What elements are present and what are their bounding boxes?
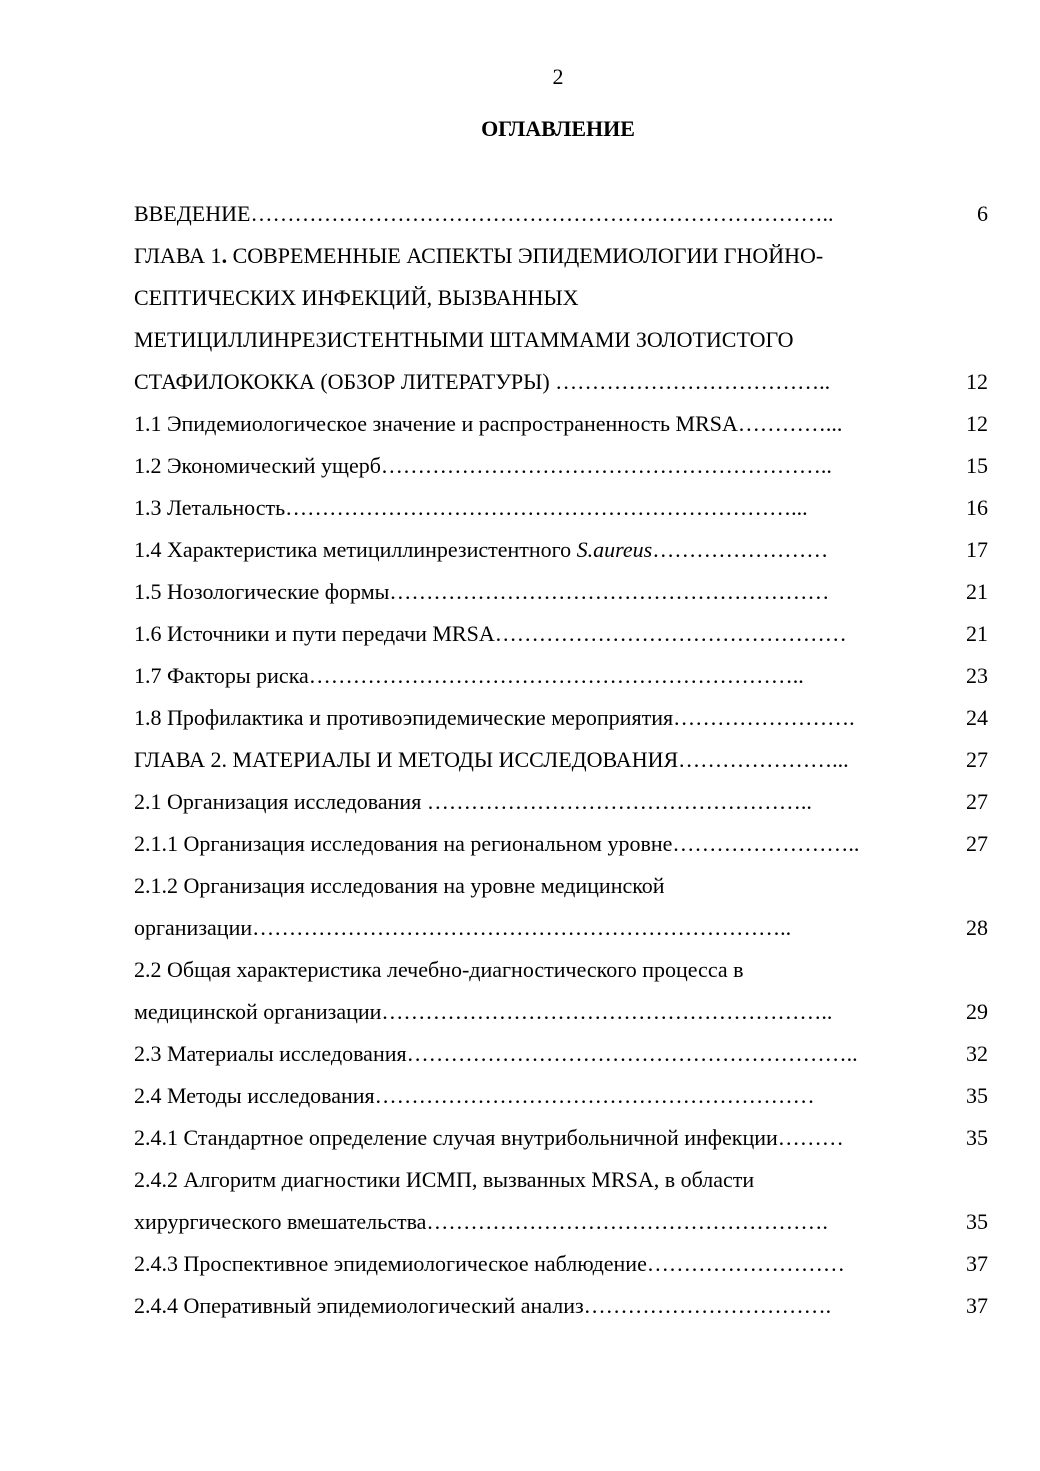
toc-row-1-5 — [134, 576, 994, 618]
toc-entry-text: ВВЕДЕНИЕ…………………………………………………………………….. — [134, 201, 834, 226]
toc-row-chapter-1-line-2 — [134, 282, 994, 324]
toc-row-2-4 — [134, 1080, 994, 1122]
toc-row-2-1-2-line-2 — [134, 912, 994, 954]
toc-page-number: 15 — [966, 453, 988, 478]
toc-row-2-1-1 — [134, 828, 994, 870]
toc-entry-text: 2.2 Общая характеристика лечебно-диагностического процесса в — [134, 957, 744, 982]
species-name: S.aureus — [576, 537, 653, 562]
toc-entry-text: СТАФИЛОКОККА (ОБЗОР ЛИТЕРАТУРЫ) ……………………………….. — [134, 369, 831, 394]
toc-entry-text: 1.2 Экономический ущерб…………………………………………………….. — [134, 453, 832, 478]
toc-entry-text: 2.1 Организация исследования …………………………………………….. — [134, 789, 812, 814]
toc-row-1-3 — [134, 492, 994, 534]
toc-entry-leader: …………………… — [652, 537, 829, 562]
toc-entry-text: СЕПТИЧЕСКИХ ИНФЕКЦИЙ, ВЫЗВАННЫХ — [134, 285, 579, 310]
toc-row-1-4 — [134, 534, 994, 576]
chapter-label-dot: . — [221, 243, 228, 268]
toc-row-chapter-1-line-3 — [134, 324, 994, 366]
toc-row-2-4-2-line-1 — [134, 1164, 994, 1206]
chapter-label: ГЛАВА 1 — [134, 243, 222, 268]
toc-page-number: 12 — [966, 411, 988, 436]
toc-row-chapter-1-line-1 — [134, 240, 994, 282]
toc-row-2-2-line-2 — [134, 996, 994, 1038]
toc-page-number: 35 — [966, 1083, 988, 1108]
toc-entry-text: МЕТИЦИЛЛИНРЕЗИСТЕНТНЫМИ ШТАММАМИ ЗОЛОТИСТОГО — [134, 327, 794, 352]
toc-page-number: 27 — [966, 789, 988, 814]
toc-entry-text: медицинской организации…………………………………………………….. — [134, 999, 833, 1024]
toc-row-2-1-2-line-1 — [134, 870, 994, 912]
toc-page-number: 16 — [966, 495, 988, 520]
toc-page-number: 21 — [966, 579, 988, 604]
toc-entry-text: 2.4 Методы исследования…………………………………………………… — [134, 1083, 815, 1108]
toc-page-number: 35 — [966, 1209, 988, 1234]
toc-page-number: 24 — [966, 705, 988, 730]
page-title: ОГЛАВЛЕНИЕ — [481, 116, 635, 141]
toc-entry-text: 1.3 Летальность……………………………………………………………... — [134, 495, 808, 520]
toc-page-number: 32 — [966, 1041, 988, 1066]
toc-row-1-1 — [134, 408, 994, 450]
toc-row-introduction — [134, 198, 994, 240]
toc-page-number: 17 — [966, 537, 988, 562]
toc-row-2-4-3 — [134, 1248, 994, 1290]
toc-entry-text: ГЛАВА 2. МАТЕРИАЛЫ И МЕТОДЫ ИССЛЕДОВАНИЯ…………………... — [134, 747, 849, 772]
toc-row-chapter-2 — [134, 744, 994, 786]
toc-entry-text: 2.1.1 Организация исследования на региональном уровне…………………….. — [134, 831, 860, 856]
chapter-title-part: СОВРЕМЕННЫЕ АСПЕКТЫ ЭПИДЕМИОЛОГИИ ГНОЙНО- — [227, 243, 824, 268]
toc-entry-part: 1.4 Характеристика метициллинрезистентного — [134, 537, 577, 562]
toc-page-number: 27 — [966, 747, 988, 772]
toc-row-2-4-2-line-2 — [134, 1206, 994, 1248]
toc-row-1-8 — [134, 702, 994, 744]
toc-row-2-1 — [134, 786, 994, 828]
table-of-contents — [134, 198, 994, 1332]
toc-page-number: 21 — [966, 621, 988, 646]
toc-entry-text: 2.4.2 Алгоритм диагностики ИСМП, вызванных MRSA, в области — [134, 1167, 755, 1192]
toc-row-1-2 — [134, 450, 994, 492]
toc-entry-text: 2.4.3 Проспективное эпидемиологическое наблюдение……………………… — [134, 1251, 845, 1276]
toc-row-2-4-1 — [134, 1122, 994, 1164]
toc-page-number: 23 — [966, 663, 988, 688]
toc-entry-text — [134, 240, 823, 272]
toc-row-chapter-1-line-4 — [134, 366, 994, 408]
toc-entry-text: хирургического вмешательства………………………………………………. — [134, 1209, 828, 1234]
toc-entry-text: 1.7 Факторы риска………………………………………………………….. — [134, 663, 804, 688]
toc-entry-text: 2.4.1 Стандартное определение случая внутрибольничной инфекции……… — [134, 1125, 844, 1150]
toc-page-number: 37 — [966, 1293, 988, 1318]
toc-page-number: 6 — [977, 201, 988, 226]
toc-page-number: 28 — [966, 915, 988, 940]
toc-row-2-4-4 — [134, 1290, 994, 1332]
toc-entry-text — [134, 534, 828, 566]
toc-row-2-3 — [134, 1038, 994, 1080]
toc-page-number: 12 — [966, 369, 988, 394]
toc-row-1-7 — [134, 660, 994, 702]
toc-entry-text: 1.8 Профилактика и противоэпидемические мероприятия……………………. — [134, 705, 855, 730]
toc-row-2-2-line-1 — [134, 954, 994, 996]
toc-entry-text: 2.1.2 Организация исследования на уровне медицинской — [134, 873, 665, 898]
page-number: 2 — [552, 64, 564, 89]
toc-entry-text: организации……………………………………………………………….. — [134, 915, 792, 940]
toc-page-number: 37 — [966, 1251, 988, 1276]
toc-entry-text: 1.5 Нозологические формы…………………………………………………… — [134, 579, 830, 604]
toc-page-number: 35 — [966, 1125, 988, 1150]
toc-entry-text: 1.1 Эпидемиологическое значение и распространенность MRSA…………... — [134, 411, 843, 436]
toc-entry-text: 2.4.4 Оперативный эпидемиологический анализ……………………………. — [134, 1293, 832, 1318]
toc-entry-text: 1.6 Источники и пути передачи MRSA………………………………………… — [134, 621, 847, 646]
toc-row-1-6 — [134, 618, 994, 660]
toc-entry-text: 2.3 Материалы исследования…………………………………………………….. — [134, 1041, 858, 1066]
toc-page-number: 29 — [966, 999, 988, 1024]
toc-page-number: 27 — [966, 831, 988, 856]
